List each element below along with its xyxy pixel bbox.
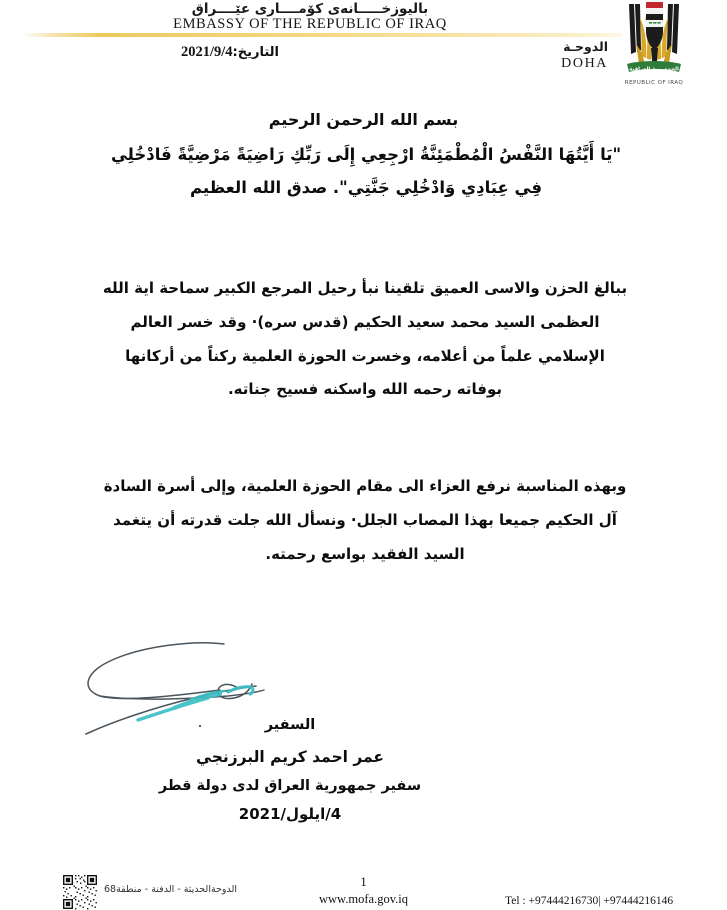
emblem-banner-text: الجمهورية العراقية — [629, 66, 679, 73]
city-name-english: DOHA — [561, 55, 608, 71]
embassy-title-english: EMBASSY OF THE REPUBLIC OF IRAQ — [173, 16, 447, 32]
gold-divider-rule — [22, 33, 622, 37]
signatory-role: سفير جمهورية العراق لدى دولة قطر — [158, 778, 422, 795]
city-name-arabic: الدوحـة — [563, 39, 608, 54]
city-block — [0, 40, 608, 72]
signature-block — [60, 718, 520, 823]
signatory-name: عمر احمد كريم البرزنجي — [196, 748, 384, 767]
condolence-paragraph-1: ببالغ الحزن والاسى العميق تلقينا نبأ رحيل المرجع الكبير سماحة اية الله العظمى السيد محمد سعيد الحكيم (قدس سره)· وقد خسر العالم الإسلامي علماً من أعلامه، وخسرت الحوزة العلمية ركناً من أركانها بوفاته رحمه الله واسكنه فسيح جناته. — [102, 279, 628, 399]
page-number: 1 — [360, 874, 367, 889]
signature-date: 4/ايلول/2021 — [238, 805, 342, 824]
date-value: 2021/9/4 — [180, 44, 233, 60]
signatory-title: السفير — [264, 717, 316, 733]
quranic-verse: "يَا أَيَّتُهَا النَّفْسُ الْمُطْمَئِنَّةُ ارْجِعِي إِلَى رَبِّكِ رَاضِيَةً مَرْضِيَّةً فَادْخُلِي فِي عِبَادِي وَادْخُلِي جَنَّتِي". صدق الله العظيم — [110, 145, 622, 197]
condolence-paragraph-2: وبهذه المناسبة نرفع العزاء الى مقام الحوزة العلمية، وإلى أسرة السادة آل الحكيم جميعا بهذا المصاب الجلل· ونسأل الله جلت قدرته أن يتغمد السيد الفقيد بواسع رحمته. — [103, 477, 627, 563]
iraq-coat-of-arms-emblem — [615, 0, 693, 92]
letterhead-header — [0, 0, 727, 96]
date-label: التاريخ: — [232, 45, 279, 60]
date-line — [176, 44, 279, 61]
embassy-address: الدوحةالحديثة - الدفنة - منطقة68 — [104, 884, 238, 895]
embassy-title-kurdish: باليوزخـــــانەی كۆمــــاری عێــــراق — [191, 1, 429, 17]
basmala-line: بسم الله الرحمن الرحيم — [268, 110, 459, 129]
emblem-caption-text: REPUBLIC OF IRAQ — [624, 80, 684, 86]
ministry-website-link[interactable]: www.mofa.gov.iq — [319, 892, 408, 906]
telephone-numbers: Tel : +97444216730| +97444216146 — [505, 895, 674, 907]
